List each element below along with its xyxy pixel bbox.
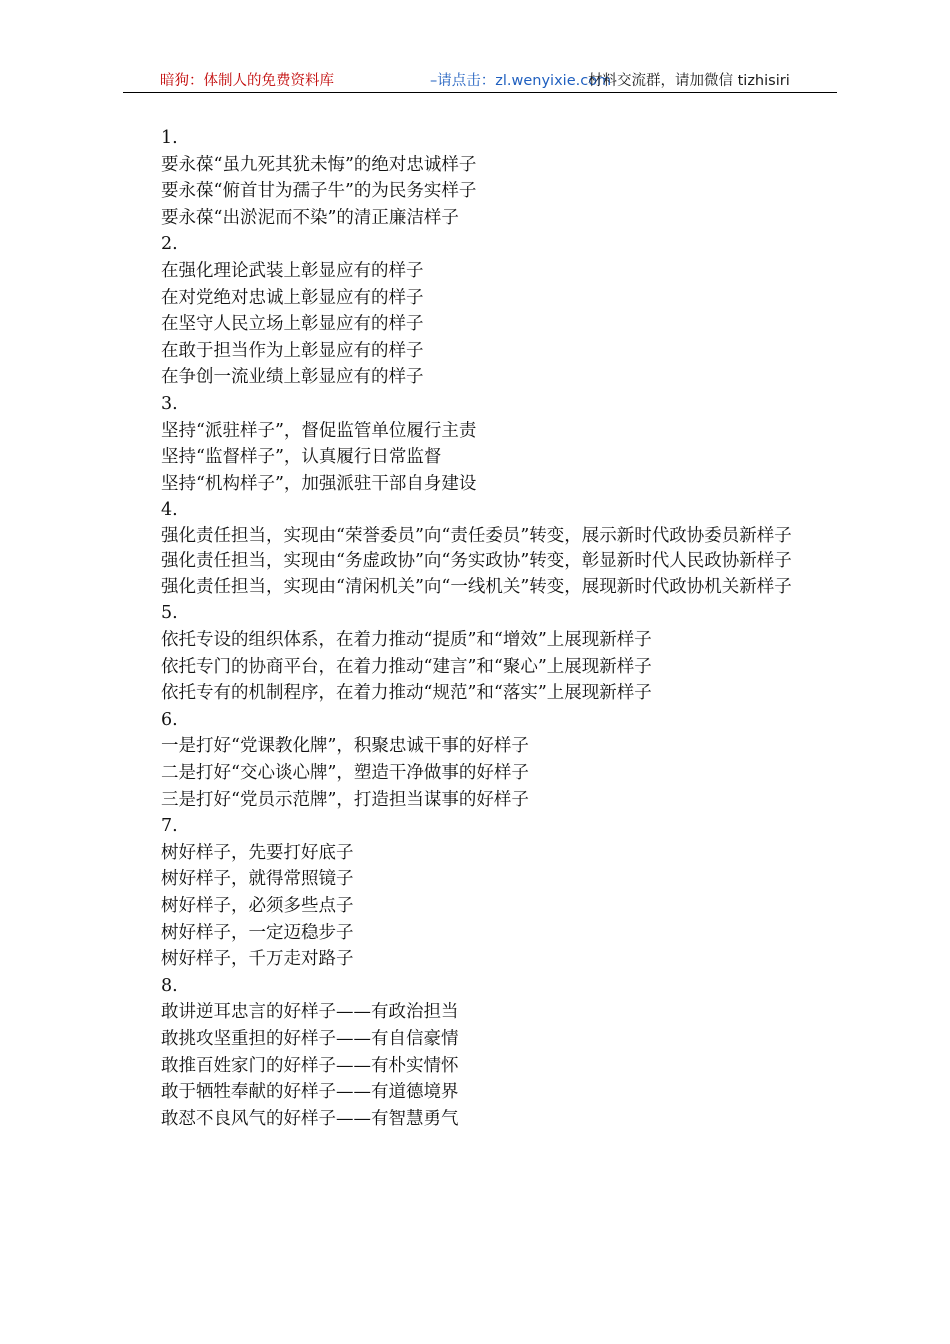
section-line: 敢怼不良风气的好样子——有智慧勇气 [161, 1108, 459, 1129]
section-line: 树好样子，就得常照镜子 [161, 869, 354, 890]
section-paragraph: 强化责任担当，实现由“清闲机关”向“一线机关”转变，展现新时代政协机关新样子 [161, 576, 792, 597]
section-line: 树好样子，必须多些点子 [161, 895, 354, 916]
section-line: 在强化理论武装上彰显应有的样子 [161, 260, 424, 281]
section-line: 要永葆“虽九死其犹未悔”的绝对忠诚样子 [161, 154, 477, 175]
section-paragraph: 强化责任担当，实现由“荣誉委员”向“责任委员”转变，展示新时代政协委员新样子 [161, 525, 792, 546]
section-line: 敢推百姓家门的好样子——有朴实情怀 [161, 1055, 459, 1076]
section-number: 5. [161, 603, 178, 624]
section-5 [123, 600, 837, 706]
section-6 [123, 707, 837, 813]
section-line: 一是打好“党课教化牌”，积聚忠诚干事的好样子 [161, 736, 529, 757]
section-line: 树好样子，千万走对路子 [161, 949, 354, 970]
section-7 [123, 813, 837, 973]
section-2 [123, 231, 837, 391]
section-number: 7. [161, 816, 178, 837]
section-paragraph: 强化责任担当，实现由“务虚政协”向“务实政协”转变，彰显新时代人民政协新样子 [161, 551, 792, 572]
section-line: 坚持“监督样子”，认真履行日常监督 [161, 447, 442, 468]
section-3 [123, 391, 837, 497]
website-link[interactable]: zl.wenyixie.com [495, 73, 612, 89]
section-line: 树好样子，一定迈稳步子 [161, 922, 354, 943]
section-number: 2. [161, 234, 178, 255]
section-number: 6. [161, 709, 178, 730]
section-line: 依托专门的协商平台，在着力推动“建言”和“聚心”上展现新样子 [161, 656, 652, 677]
section-number: 1. [161, 128, 178, 148]
section-number: 8. [161, 975, 178, 996]
section-line: 敢于牺牲奉献的好样子——有道德境界 [161, 1082, 459, 1103]
section-8 [123, 973, 837, 1133]
header-link-prefix: –请点击： [430, 73, 496, 89]
section-line: 要永葆“出淤泥而不染”的清正廉洁样子 [161, 207, 459, 228]
section-line: 依托专设的组织体系，在着力推动“提质”和“增效”上展现新样子 [161, 630, 652, 650]
header-group-note: 材料交流群，请加微信 tizhisiri [588, 73, 790, 89]
section-line: 坚持“机构样子”，加强派驻干部自身建设 [161, 473, 477, 494]
page-header [123, 70, 837, 93]
section-number: 3. [161, 393, 178, 414]
section-line: 在坚守人民立场上彰显应有的样子 [161, 314, 424, 335]
section-4 [123, 497, 837, 600]
section-line: 依托专有的机制程序，在着力推动“规范”和“落实”上展现新样子 [161, 683, 652, 704]
section-line: 在争创一流业绩上彰显应有的样子 [161, 367, 424, 388]
section-line: 要永葆“俯首甘为孺子牛”的为民务实样子 [161, 181, 477, 202]
section-line: 敢讲逆耳忠言的好样子——有政治担当 [161, 1002, 459, 1023]
header-brand: 暗狗：体制人的免费资料库 [160, 73, 334, 89]
section-line: 敢挑攻坚重担的好样子——有自信豪情 [161, 1028, 459, 1049]
section-line: 坚持“派驻样子”，督促监管单位履行主责 [161, 420, 477, 441]
section-number: 4. [161, 500, 178, 521]
section-1 [123, 125, 837, 231]
section-line: 二是打好“交心谈心牌”，塑造干净做事的好样子 [161, 762, 529, 783]
section-line: 在敢于担当作为上彰显应有的样子 [161, 340, 424, 361]
section-line: 树好样子，先要打好底子 [161, 842, 354, 863]
document-body [123, 125, 837, 1132]
section-line: 三是打好“党员示范牌”，打造担当谋事的好样子 [161, 789, 529, 810]
section-line: 在对党绝对忠诚上彰显应有的样子 [161, 287, 424, 308]
header-link [430, 70, 611, 92]
